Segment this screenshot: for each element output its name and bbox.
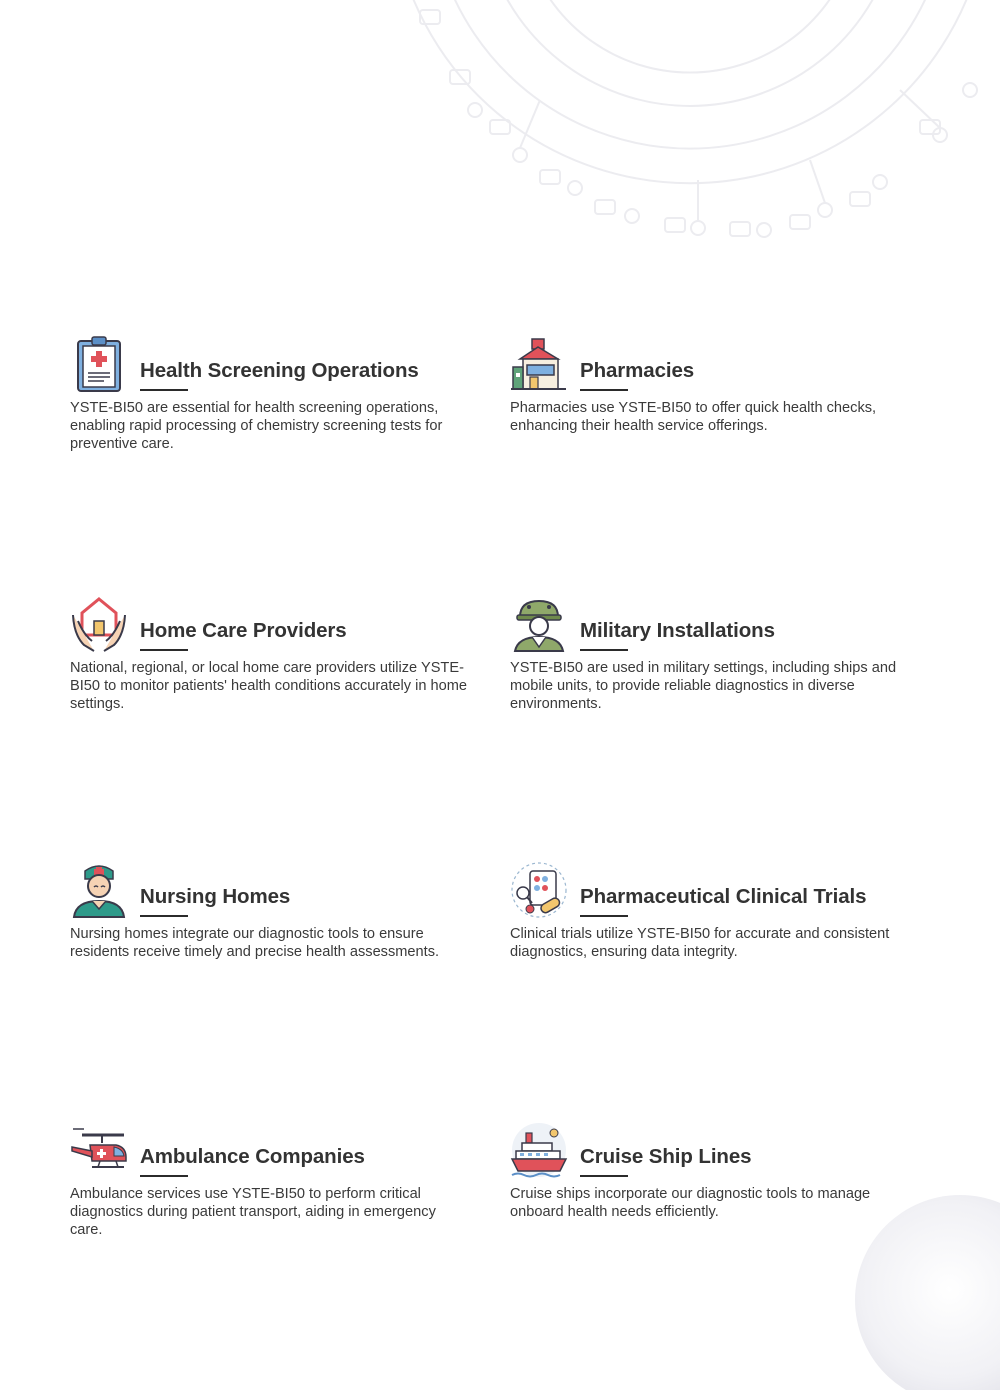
card-title: Pharmacies <box>580 359 695 382</box>
ambulance-card <box>70 1121 470 1239</box>
card-description: Nursing homes integrate our diagnostic tools to ensure residents receive timely and precise health assessments. <box>70 926 440 960</box>
home-care-card <box>70 595 470 713</box>
cruise-ship-card <box>510 1121 910 1221</box>
card-description: Ambulance services use YSTE-BI50 to perform critical diagnostics during patient transport, aiding in emergency care. <box>70 1186 436 1238</box>
card-description: YSTE-BI50 are used in military settings, including ships and mobile units, to provide reliable diagnostics in diverse environments. <box>510 660 897 712</box>
title-underline <box>140 649 188 651</box>
card-title: Home Care Providers <box>140 619 347 642</box>
title-underline <box>580 389 628 391</box>
card-title: Military Installations <box>580 619 775 642</box>
ambulance-helicopter-icon <box>70 1121 128 1179</box>
title-underline <box>580 649 628 651</box>
cruise-ship-icon <box>510 1121 568 1179</box>
nursing-homes-card <box>70 861 470 961</box>
title-underline <box>140 915 188 917</box>
title-underline <box>580 915 628 917</box>
home-care-hands-icon <box>70 595 128 653</box>
card-title: Cruise Ship Lines <box>580 1145 752 1168</box>
card-title: Pharmaceutical Clinical Trials <box>580 885 867 908</box>
card-title: Nursing Homes <box>140 885 291 908</box>
clinical-trials-card <box>510 861 910 961</box>
card-description: Cruise ships incorporate our diagnostic tools to manage onboard health needs efficiently. <box>510 1186 871 1220</box>
title-underline <box>140 1175 188 1177</box>
card-description: YSTE-BI50 are essential for health screening operations, enabling rapid processing of chemistry screening tests for preventive care. <box>70 400 443 452</box>
card-description: National, regional, or local home care providers utilize YSTE-BI50 to monitor patients' health conditions accurately in home settings. <box>70 660 468 712</box>
card-title: Health Screening Operations <box>140 359 419 382</box>
health-screening-card <box>70 335 470 453</box>
clipboard-medical-icon <box>70 335 128 393</box>
title-underline <box>580 1175 628 1177</box>
pharmacy-building-icon <box>510 335 568 393</box>
soldier-icon <box>510 595 568 653</box>
clinical-trial-pills-icon <box>510 861 568 919</box>
circuit-ring-decoration <box>380 0 1000 260</box>
pharmacies-card <box>510 335 910 435</box>
nurse-icon <box>70 861 128 919</box>
card-description: Pharmacies use YSTE-BI50 to offer quick health checks, enhancing their health service offerings. <box>510 400 877 434</box>
card-description: Clinical trials utilize YSTE-BI50 for accurate and consistent diagnostics, ensuring data integrity. <box>510 926 890 960</box>
military-card <box>510 595 910 713</box>
title-underline <box>140 389 188 391</box>
card-title: Ambulance Companies <box>140 1145 365 1168</box>
